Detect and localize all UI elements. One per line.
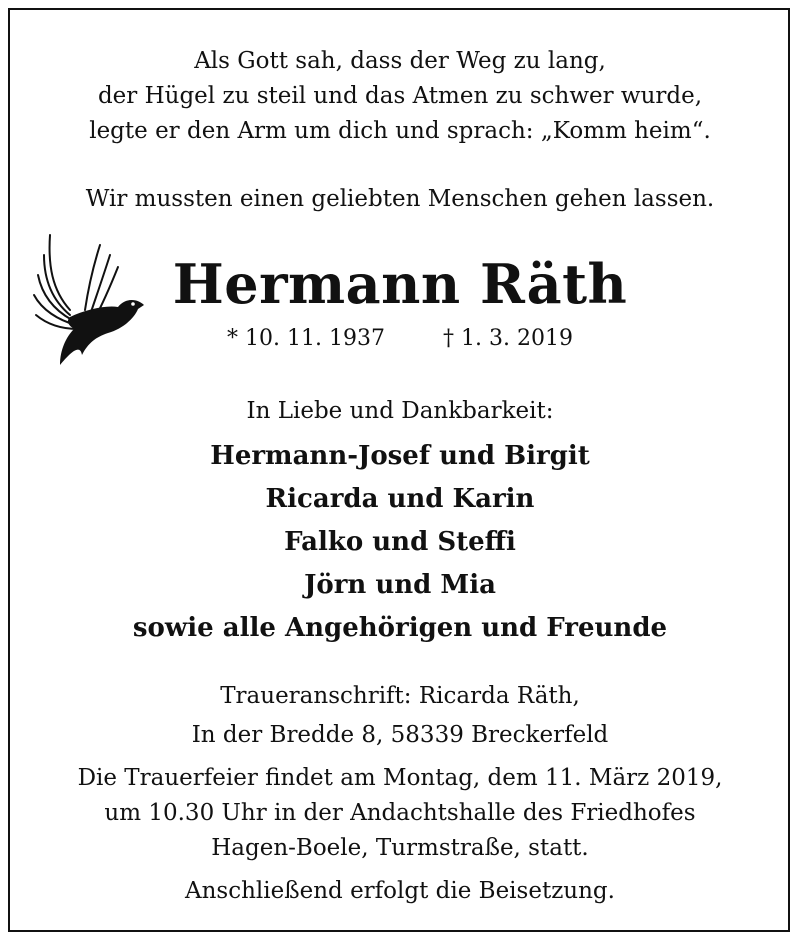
life-dates (0, 326, 800, 351)
closing-text: Anschließend erfolgt die Beisetzung. (185, 878, 615, 904)
verse-line-3: legte er den Arm um dich und sprach: „Komm heim“. (89, 118, 711, 144)
mourner-1: Hermann-Josef und Birgit (210, 441, 590, 471)
service-line-1: Die Trauerfeier findet am Montag, dem 11. März 2019, (77, 765, 723, 791)
intro-text: Wir mussten einen geliebten Menschen gehen lassen. (85, 186, 715, 212)
deceased-name: Hermann Räth (172, 252, 628, 316)
death-date: † 1. 3. 2019 (443, 326, 573, 351)
mourner-4: Jörn und Mia (304, 570, 496, 600)
address-line-2: In der Bredde 8, 58339 Breckerfeld (191, 722, 609, 748)
service-line-2: um 10.30 Uhr in der Andachtshalle des Friedhofes (104, 800, 696, 826)
mourner-3: Falko und Steffi (284, 527, 516, 557)
mourners-heading: In Liebe und Dankbarkeit: (246, 398, 554, 424)
address-line-1: Traueranschrift: Ricarda Räth, (220, 683, 580, 709)
verse-line-1: Als Gott sah, dass der Weg zu lang, (194, 48, 606, 74)
mourner-2: Ricarda und Karin (265, 484, 535, 514)
verse-line-2: der Hügel zu steil und das Atmen zu schwer wurde, (97, 83, 703, 109)
service-line-3: Hagen-Boele, Turmstraße, statt. (211, 835, 589, 861)
mourner-5: sowie alle Angehörigen und Freunde (132, 613, 668, 643)
birth-date: * 10. 11. 1937 (227, 326, 385, 351)
